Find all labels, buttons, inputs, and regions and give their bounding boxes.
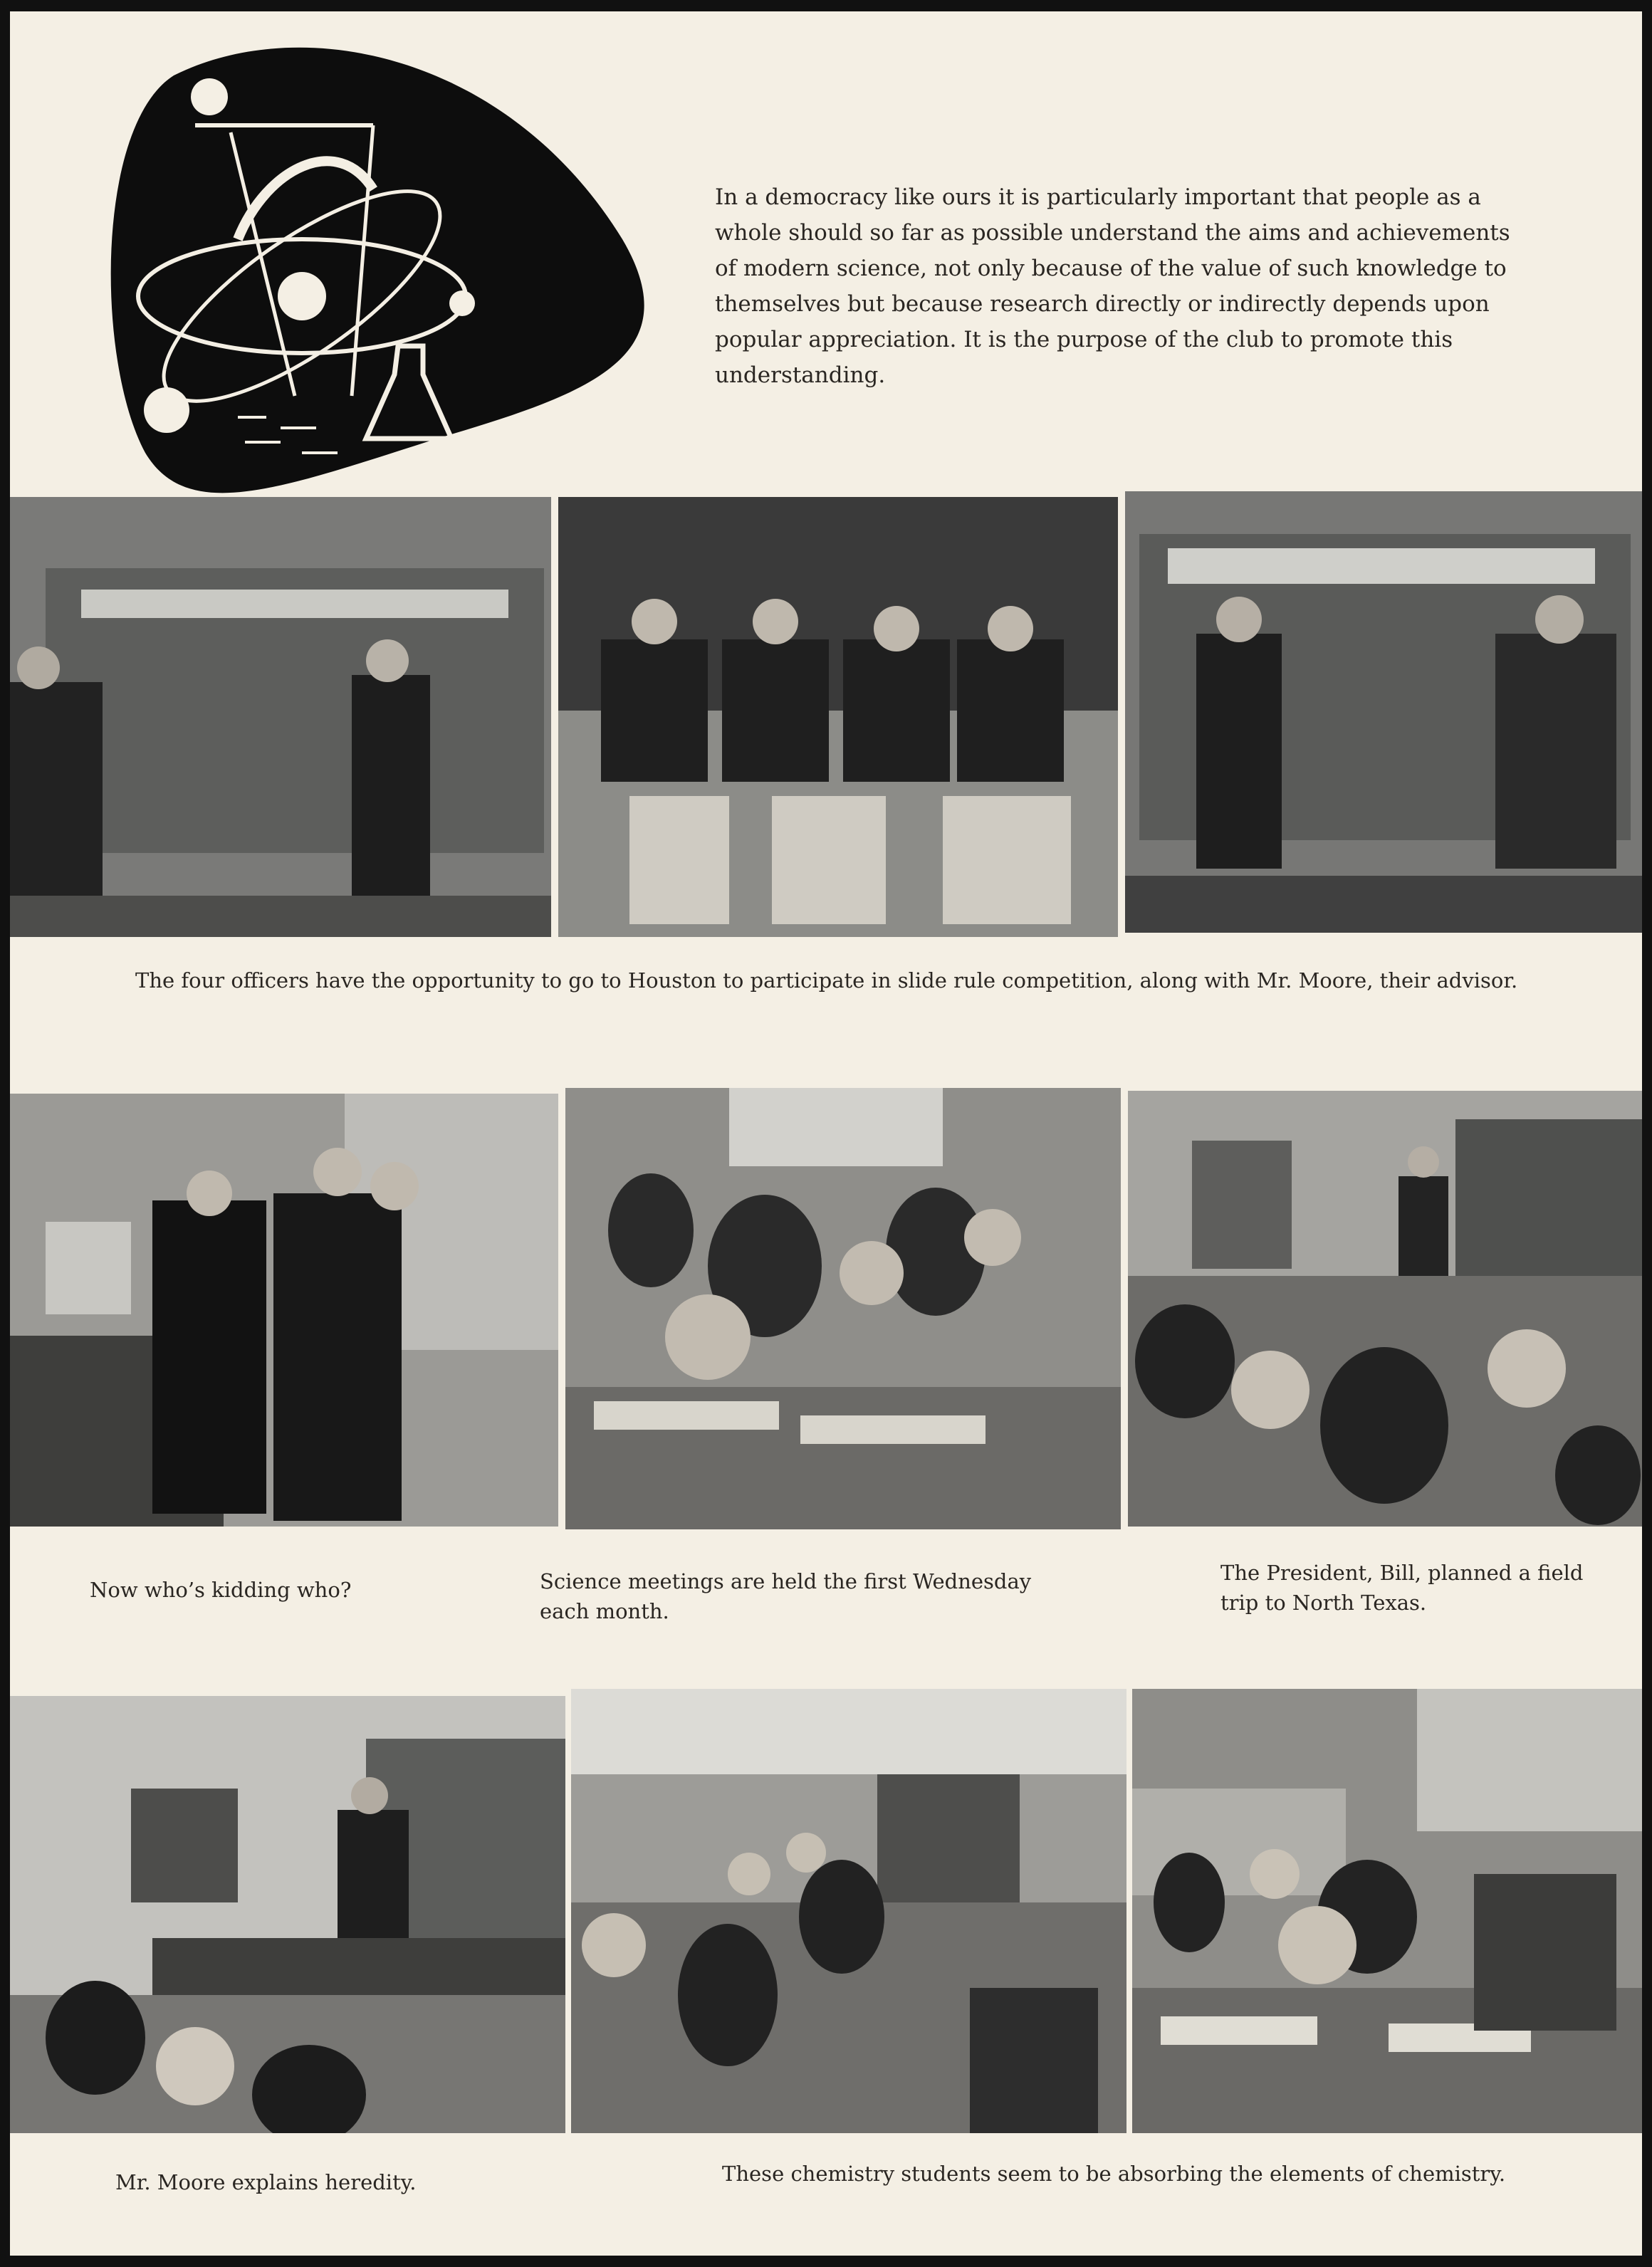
chemistry-reading-photo xyxy=(1132,1689,1642,2133)
yearbook-page xyxy=(10,11,1642,2256)
president-field-trip-photo xyxy=(1128,1091,1642,1527)
officers-seated-photo xyxy=(558,497,1118,937)
officers-slide-rule-photo xyxy=(1125,491,1642,933)
heredity-lecture-photo xyxy=(10,1696,565,2133)
science-club-emblem xyxy=(67,26,658,510)
lab-coats-photo xyxy=(10,1094,558,1527)
meeting-room-photo xyxy=(565,1088,1121,1529)
president-caption: The President, Bill, planned a field trip to North Texas. xyxy=(1220,1561,1584,1615)
kidding-caption: Now who’s kidding who? xyxy=(90,1578,352,1602)
heredity-caption: Mr. Moore explains heredity. xyxy=(115,2170,417,2194)
meetings-caption: Science meetings are held the first Wednesday each month. xyxy=(540,1569,1032,1623)
club-purpose-paragraph: In a democracy like ours it is particularly important that people as a whole should so far as possible understand the aims and achievements of modern science, not only because of the value of such knowledge to themselves but because research directly or indirectly depends upon popular appreciation. It is the purpose of the club to promote this understanding. xyxy=(715,184,1510,388)
chemistry-caption: These chemistry students seem to be absorbing the elements of chemistry. xyxy=(722,2162,1506,2186)
officers-caption: The four officers have the opportunity to go to Houston to participate in slide rule competition, along with Mr. Moore, their advisor. xyxy=(135,968,1518,993)
officers-pointing-photo xyxy=(10,497,551,937)
chemistry-lab-photo xyxy=(571,1689,1126,2133)
